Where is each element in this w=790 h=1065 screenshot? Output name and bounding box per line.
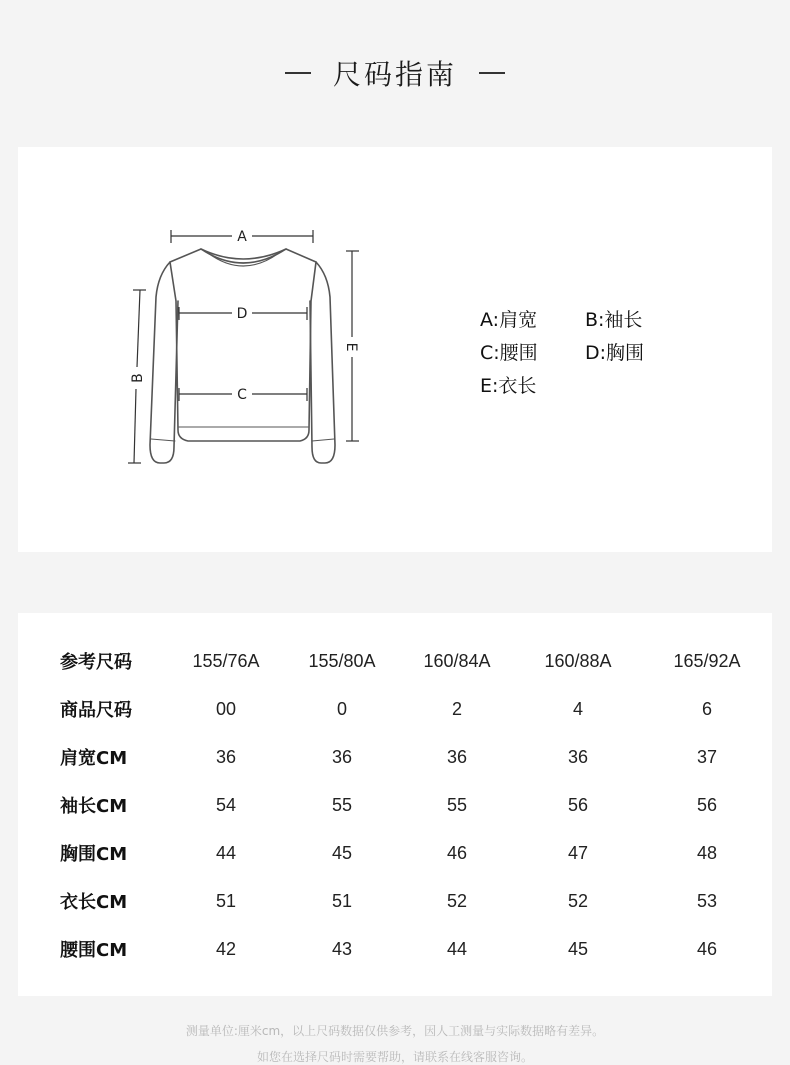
- table-cell: 45: [567, 938, 589, 959]
- table-cell: 43: [331, 938, 353, 959]
- diagram-card: [18, 147, 772, 552]
- table-row: [18, 877, 772, 925]
- table-cell: 155/76A: [192, 650, 260, 671]
- table-cell: 165/92A: [673, 650, 741, 671]
- table-cell: 44: [446, 938, 468, 959]
- table-cell: 160/88A: [544, 650, 612, 671]
- row-label: 商品尺码: [60, 700, 132, 721]
- table-cell: 155/80A: [308, 650, 376, 671]
- table-cell: 48: [696, 842, 718, 863]
- measure-c-label: C: [237, 387, 247, 403]
- table-cell: 36: [567, 746, 589, 767]
- title-left-dash: [285, 72, 311, 74]
- table-cell: 53: [696, 890, 718, 911]
- page-title: 尺码指南: [332, 58, 457, 91]
- table-cell: 55: [446, 794, 468, 815]
- legend-row: [480, 302, 720, 335]
- legend-row: [480, 368, 720, 401]
- table-cell: 52: [446, 890, 468, 911]
- table-cell: 36: [215, 746, 237, 767]
- size-table-card: [18, 613, 772, 996]
- table-cell: 0: [336, 698, 347, 719]
- table-row: [18, 829, 772, 877]
- help-note: 如您在选择尺码时需要帮助，请联系在线客服咨询。: [256, 1050, 533, 1064]
- table-cell: 56: [696, 794, 718, 815]
- table-cell: 44: [215, 842, 237, 863]
- right-cuff: [312, 439, 334, 441]
- table-row: [18, 685, 772, 733]
- row-label: 袖长CM: [60, 796, 128, 817]
- table-cell: 51: [331, 890, 353, 911]
- table-cell: 6: [701, 698, 712, 719]
- measurement-legend: [480, 302, 720, 401]
- table-cell: 37: [696, 746, 718, 767]
- legend-item-b: B:袖长: [585, 309, 643, 331]
- measure-a-label: A: [237, 229, 247, 245]
- table-cell: 51: [215, 890, 237, 911]
- measure-b-label: B: [130, 373, 146, 383]
- table-cell: 2: [451, 698, 462, 719]
- table-cell: 52: [567, 890, 589, 911]
- row-label: 胸围CM: [60, 844, 128, 865]
- table-cell: 4: [572, 698, 583, 719]
- measurement-note: 测量单位:厘米cm，以上尺码数据仅供参考，因人工测量与实际数据略有差异。: [185, 1024, 605, 1038]
- table-cell: 36: [331, 746, 353, 767]
- table-cell: 42: [215, 938, 237, 959]
- row-label: 腰围CM: [60, 940, 128, 961]
- table-cell: 55: [331, 794, 353, 815]
- table-row: [18, 781, 772, 829]
- table-cell: 46: [696, 938, 718, 959]
- measure-d-label: D: [236, 306, 248, 322]
- legend-item-d: D:胸围: [585, 342, 645, 364]
- measure-e-label: E: [343, 342, 359, 352]
- table-row: [18, 733, 772, 781]
- title-right-dash: [479, 72, 505, 74]
- legend-item-c: C:腰围: [480, 342, 538, 364]
- row-label: 衣长CM: [60, 892, 128, 913]
- table-cell: 45: [331, 842, 353, 863]
- table-cell: 36: [446, 746, 468, 767]
- legend-item-a: A:肩宽: [480, 309, 538, 331]
- table-row: [18, 925, 772, 973]
- table-cell: 46: [446, 842, 468, 863]
- row-label: 肩宽CM: [60, 748, 128, 769]
- table-cell: 54: [215, 794, 237, 815]
- measure-b-line-top: [137, 290, 140, 367]
- row-label: 参考尺码: [60, 652, 132, 673]
- size-table: [18, 637, 772, 973]
- legend-row: [480, 335, 720, 368]
- sweater-body-outline: [170, 249, 316, 441]
- left-cuff: [151, 439, 175, 441]
- table-cell: 160/84A: [423, 650, 491, 671]
- table-cell: 47: [567, 842, 589, 863]
- table-cell: 00: [215, 698, 237, 719]
- left-sleeve-outline: [150, 262, 178, 463]
- table-row: [18, 637, 772, 685]
- legend-item-e: E:衣长: [480, 375, 537, 397]
- page-header: [0, 50, 790, 96]
- table-cell: 56: [567, 794, 589, 815]
- measure-b-line-bottom: [134, 389, 136, 463]
- right-sleeve-outline: [310, 262, 335, 463]
